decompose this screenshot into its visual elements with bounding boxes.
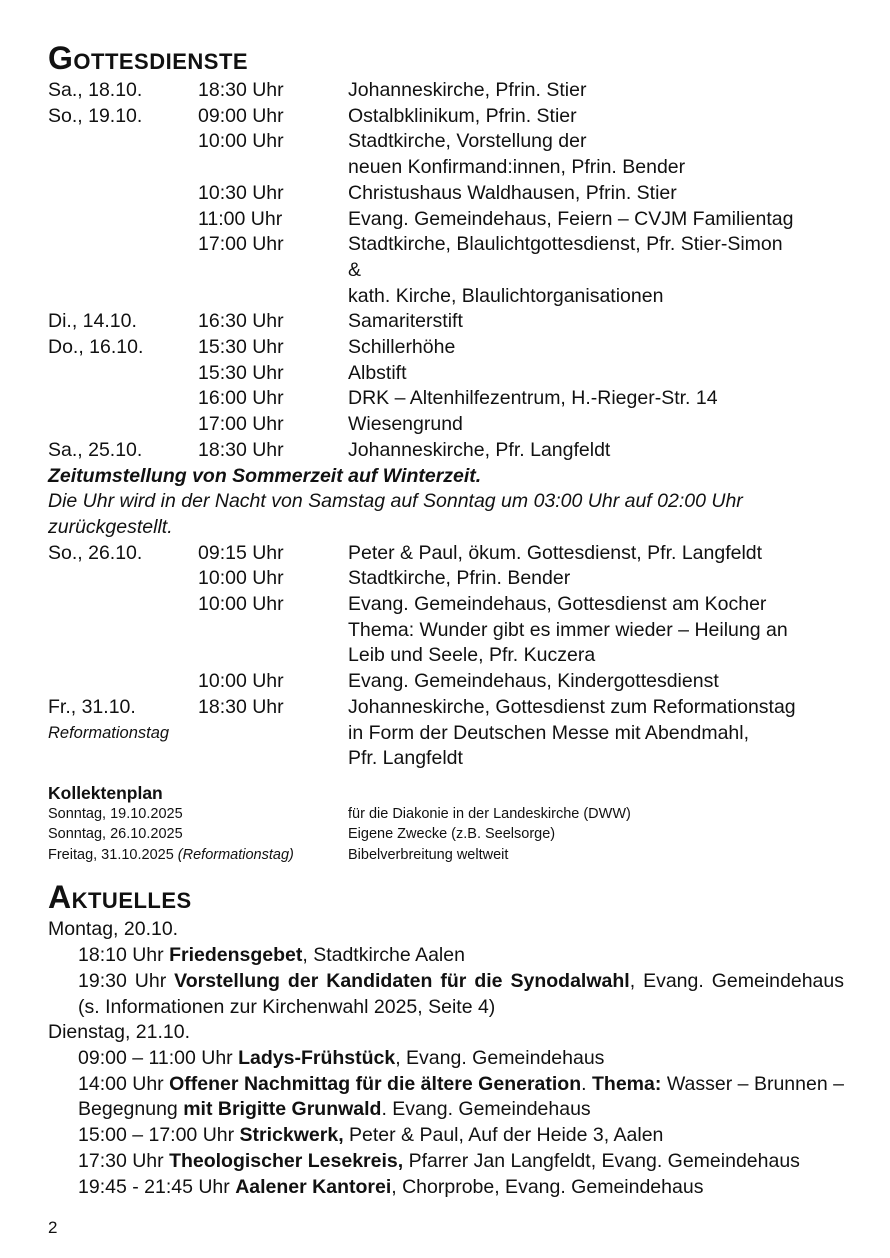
page-content	[48, 38, 844, 1200]
service-description-line: Stadtkirche, Blaulichtgottesdienst, Pfr. Stier-Simon	[348, 233, 783, 256]
service-description-line: Pfr. Langfeldt	[348, 747, 463, 770]
aktuelles-highlight: mit Brigitte Grunwald	[183, 1098, 382, 1121]
aktuelles-item	[48, 1149, 844, 1175]
kollekte-note: (Reformationstag)	[177, 846, 294, 863]
service-description	[348, 207, 844, 233]
kollekte-date: Sonntag, 26.10.2025	[48, 826, 183, 843]
service-date	[48, 592, 198, 669]
service-time: 11:00 Uhr	[198, 207, 283, 230]
kollekte-date: Freitag, 31.10.2025	[48, 846, 178, 863]
service-row	[48, 129, 844, 180]
aktuelles-day: Dienstag, 21.10.	[48, 1021, 191, 1044]
time-change-title: Zeitumstellung von Sommerzeit auf Winterzeit.	[48, 464, 482, 487]
service-description	[348, 181, 844, 207]
kollekte-date-cell	[48, 845, 348, 866]
aktuelles-highlight: Friedensgebet	[169, 944, 303, 967]
service-row	[48, 669, 844, 695]
service-date	[48, 78, 198, 104]
service-time: 16:00 Uhr	[198, 387, 284, 410]
aktuelles-item	[48, 943, 844, 969]
aktuelles-item	[48, 1072, 844, 1123]
aktuelles-highlight: Vorstellung der Kandidaten für die Synodalwahl	[174, 969, 630, 992]
service-date	[48, 232, 198, 309]
service-time: 10:00 Uhr	[198, 593, 284, 616]
service-date	[48, 129, 198, 180]
service-description	[348, 78, 844, 104]
aktuelles-highlight: Strickwerk,	[239, 1124, 344, 1147]
service-description-line: Christushaus Waldhausen, Pfrin. Stier	[348, 181, 677, 204]
service-schedule	[48, 78, 844, 464]
page-number: 2	[48, 1218, 58, 1237]
aktuelles-text: 19:30 Uhr	[78, 969, 175, 992]
time-change-text-1: Die Uhr wird in der Nacht von Samstag auf Sonntag um 03:00 Uhr auf 02:00 Uhr	[48, 490, 743, 513]
service-description-line: Johanneskirche, Pfr. Langfeldt	[348, 438, 611, 461]
kollekte-purpose: für die Diakonie in der Landeskirche (DWW)	[348, 805, 631, 822]
service-date	[48, 181, 198, 207]
service-description-line: Thema: Wunder gibt es immer wieder – Heilung an	[348, 618, 788, 641]
service-description	[348, 695, 844, 772]
service-date	[48, 309, 198, 335]
kollekte-row	[48, 804, 844, 825]
service-row	[48, 566, 844, 592]
kollekte-row	[48, 824, 844, 845]
service-description	[348, 438, 844, 464]
aktuelles-highlight: Offener Nachmittag für die ältere Generation	[169, 1072, 582, 1095]
service-date-text: Di., 14.10.	[48, 310, 137, 333]
service-date	[48, 541, 198, 567]
service-time: 15:30 Uhr	[198, 361, 284, 384]
service-description-line: DRK – Altenhilfezentrum, H.-Rieger-Str. 14	[348, 387, 718, 410]
service-description-line: Peter & Paul, ökum. Gottesdienst, Pfr. Langfeldt	[348, 541, 763, 564]
service-date	[48, 386, 198, 412]
service-row	[48, 309, 844, 335]
kollekte-date: Sonntag, 19.10.2025	[48, 805, 183, 822]
service-time: 18:30 Uhr	[198, 79, 284, 101]
kollekte-row	[48, 845, 844, 866]
service-description-line: Schillerhöhe	[348, 336, 456, 359]
time-change-text-2: zurückgestellt.	[48, 515, 173, 538]
aktuelles-heading: Aktuelles	[48, 879, 192, 916]
aktuelles-text: 15:00 – 17:00 Uhr	[78, 1124, 240, 1147]
aktuelles-highlight: Thema:	[592, 1072, 662, 1095]
service-time: 09:00 Uhr	[198, 104, 284, 127]
service-description	[348, 669, 844, 695]
service-description	[348, 386, 844, 412]
service-description	[348, 541, 844, 567]
service-description	[348, 566, 844, 592]
service-time: 10:00 Uhr	[198, 670, 284, 693]
aktuelles-highlight: Theologischer Lesekreis,	[169, 1149, 404, 1172]
kollektenplan-title: Kollektenplan	[48, 782, 163, 803]
service-date-text: Do., 16.10.	[48, 336, 144, 359]
service-row	[48, 386, 844, 412]
service-description-line: Wiesengrund	[348, 413, 463, 436]
aktuelles-text: . Evang. Gemeindehaus	[381, 1098, 591, 1121]
kollekte-date-cell	[48, 804, 348, 825]
service-time: 10:00 Uhr	[198, 567, 284, 590]
aktuelles-text: Pfarrer Jan Langfeldt, Evang. Gemeindehaus	[403, 1149, 800, 1172]
service-date	[48, 207, 198, 233]
kollektenplan-list	[48, 804, 844, 866]
service-date	[48, 438, 198, 464]
service-description	[348, 412, 844, 438]
service-row	[48, 181, 844, 207]
service-row	[48, 541, 844, 567]
service-time: 09:15 Uhr	[198, 541, 284, 564]
aktuelles-text: , Chorprobe, Evang. Gemeindehaus	[391, 1175, 704, 1198]
service-description-line: Johanneskirche, Gottesdienst zum Reformationstag	[348, 695, 796, 718]
service-row	[48, 412, 844, 438]
service-date-text: So., 26.10.	[48, 541, 143, 564]
service-time: 15:30 Uhr	[198, 336, 284, 359]
service-description-line: Evang. Gemeindehaus, Kindergottesdienst	[348, 670, 719, 693]
aktuelles-text: 18:10 Uhr	[78, 944, 170, 967]
service-date	[48, 104, 198, 130]
service-description	[348, 309, 844, 335]
service-description	[348, 592, 844, 669]
service-time: 18:30 Uhr	[198, 695, 284, 718]
service-description	[348, 129, 844, 180]
service-description-line: &	[348, 258, 362, 281]
service-time: 10:30 Uhr	[198, 181, 284, 204]
service-description	[348, 232, 844, 309]
service-schedule-2	[48, 541, 844, 772]
service-description-line: kath. Kirche, Blaulichtorganisationen	[348, 284, 664, 307]
service-description-line: in Form der Deutschen Messe mit Abendmahl,	[348, 721, 750, 744]
service-date-note: Reformationstag	[48, 723, 170, 742]
aktuelles-text: Peter & Paul, Auf der Heide 3, Aalen	[343, 1124, 664, 1147]
service-time: 17:00 Uhr	[198, 413, 284, 436]
aktuelles-highlight: Aalener Kantorei	[235, 1175, 392, 1198]
aktuelles-text: 09:00 – 11:00 Uhr	[78, 1047, 239, 1069]
aktuelles-item	[48, 1123, 844, 1149]
service-date-text: Sa., 25.10.	[48, 438, 143, 461]
service-description-line: Albstift	[348, 361, 407, 384]
aktuelles-text: , Evang. Gemeindehaus (s. Informationen zur Kirchenwahl 2025, Seite 4)	[78, 969, 845, 1018]
aktuelles-item	[48, 969, 844, 1020]
service-description-line: Leib und Seele, Pfr. Kuczera	[348, 644, 596, 667]
aktuelles-item	[48, 1046, 844, 1072]
service-time: 16:30 Uhr	[198, 310, 284, 333]
service-date	[48, 695, 198, 772]
kollekte-purpose: Bibelverbreitung weltweit	[348, 846, 509, 863]
kollekte-date-cell	[48, 824, 348, 845]
service-description-line: Stadtkirche, Vorstellung der	[348, 130, 587, 153]
service-description-line: Stadtkirche, Pfrin. Bender	[348, 567, 571, 590]
aktuelles-text: .	[581, 1072, 593, 1095]
service-date	[48, 566, 198, 592]
service-date-text: Fr., 31.10.	[48, 695, 136, 718]
service-row	[48, 78, 844, 104]
aktuelles-list	[48, 917, 844, 1200]
service-row	[48, 207, 844, 233]
service-description	[348, 335, 844, 361]
aktuelles-item	[48, 1175, 844, 1201]
service-date	[48, 669, 198, 695]
service-row	[48, 592, 844, 669]
service-date	[48, 412, 198, 438]
service-time: 18:30 Uhr	[198, 438, 284, 461]
service-date-text: So., 19.10.	[48, 104, 143, 127]
service-row	[48, 361, 844, 387]
aktuelles-text: , Evang. Gemeindehaus	[395, 1047, 605, 1069]
aktuelles-text: 19:45 - 21:45 Uhr	[78, 1175, 236, 1198]
service-description-line: neuen Konfirmand:innen, Pfrin. Bender	[348, 156, 686, 179]
service-row	[48, 104, 844, 130]
aktuelles-text: 14:00 Uhr	[78, 1072, 170, 1095]
service-row	[48, 232, 844, 309]
service-description	[348, 104, 844, 130]
service-row	[48, 695, 844, 772]
service-description-line: Samariterstift	[348, 310, 463, 333]
service-row	[48, 335, 844, 361]
aktuelles-text: , Stadtkirche Aalen	[302, 944, 465, 967]
gottesdienste-heading: Gottesdienste	[48, 40, 249, 76]
service-description-line: Johanneskirche, Pfrin. Stier	[348, 79, 587, 101]
service-description-line: Ostalbklinikum, Pfrin. Stier	[348, 104, 577, 127]
service-description-line: Evang. Gemeindehaus, Gottesdienst am Kocher	[348, 593, 767, 616]
service-date	[48, 335, 198, 361]
kollekte-purpose: Eigene Zwecke (z.B. Seelsorge)	[348, 826, 556, 843]
aktuelles-highlight: Ladys-Frühstück	[238, 1047, 396, 1069]
service-description	[348, 361, 844, 387]
aktuelles-text: Wasser – Brunnen – Begegnung	[78, 1072, 844, 1121]
service-row	[48, 438, 844, 464]
service-date-text: Sa., 18.10.	[48, 79, 143, 101]
service-time: 17:00 Uhr	[198, 233, 284, 256]
service-date	[48, 361, 198, 387]
service-time: 10:00 Uhr	[198, 130, 284, 153]
aktuelles-text: 17:30 Uhr	[78, 1149, 170, 1172]
aktuelles-day: Montag, 20.10.	[48, 918, 179, 941]
service-description-line: Evang. Gemeindehaus, Feiern – CVJM Familientag	[348, 207, 794, 230]
